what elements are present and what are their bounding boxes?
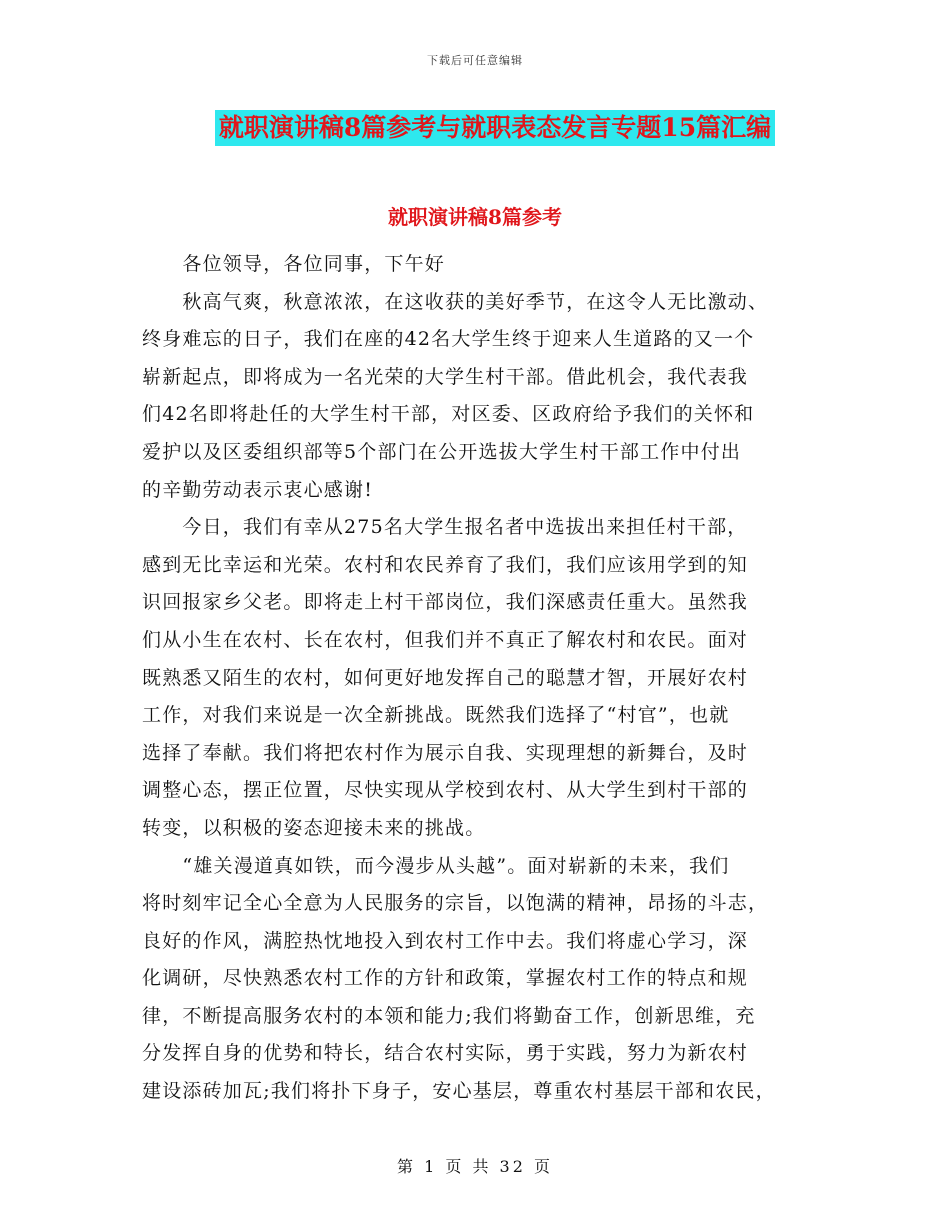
body-line: 化调研，尽快熟悉农村工作的方针和政策，掌握农村工作的特点和规 bbox=[142, 967, 749, 990]
body-line: 将时刻牢记全心全意为人民服务的宗旨，以饱满的精神，昂扬的斗志， bbox=[142, 892, 769, 915]
body-line: 感到无比幸运和光荣。农村和农民养育了我们，我们应该用学到的知 bbox=[142, 553, 749, 576]
body-text bbox=[142, 246, 812, 1111]
body-line: 今日，我们有幸从275名大学生报名者中选拔出来担任村干部， bbox=[142, 516, 748, 539]
page-header: 下载后可任意编辑 bbox=[427, 54, 523, 67]
body-line: 各位领导，各位同事，下午好 bbox=[142, 253, 446, 275]
body-line: “雄关漫道真如铁，而今漫步从头越”。面对崭新的未来，我们 bbox=[142, 854, 730, 877]
body-line: 们42名即将赴任的大学生村干部，对区委、区政府给予我们的关怀和 bbox=[142, 403, 755, 426]
body-line: 爱护以及区委组织部等5个部门在公开选拔大学生村干部工作中付出 bbox=[142, 440, 742, 463]
body-line: 律，不断提高服务农村的本领和能力;我们将勤奋工作，创新思维，充 bbox=[142, 1004, 756, 1027]
body-line: 们从小生在农村、长在农村，但我们并不真正了解农村和农民。面对 bbox=[142, 628, 749, 651]
body-line: 终身难忘的日子，我们在座的42名大学生终于迎来人生道路的又一个 bbox=[142, 328, 755, 351]
body-line: 良好的作风，满腔热忱地投入到农村工作中去。我们将虚心学习，深 bbox=[142, 929, 749, 952]
body-line: 分发挥自身的优势和特长，结合农村实际，勇于实践，努力为新农村 bbox=[142, 1042, 749, 1065]
body-line: 识回报家乡父老。即将走上村干部岗位，我们深感责任重大。虽然我 bbox=[142, 591, 749, 614]
body-line: 既熟悉又陌生的农村，如何更好地发挥自己的聪慧才智，开展好农村 bbox=[142, 666, 749, 689]
body-line: 建设添砖加瓦;我们将扑下身子，安心基层，尊重农村基层干部和农民， bbox=[142, 1080, 776, 1103]
body-line: 工作，对我们来说是一次全新挑战。既然我们选择了“村官”，也就 bbox=[142, 704, 730, 727]
section-title: 就职演讲稿8篇参考 bbox=[388, 205, 562, 229]
document-title-container bbox=[0, 110, 950, 146]
body-line: 秋高气爽，秋意浓浓，在这收获的美好季节，在这令人无比激动、 bbox=[142, 290, 769, 313]
body-line: 调整心态，摆正位置，尽快实现从学校到农村、从大学生到村干部的 bbox=[142, 779, 749, 802]
body-line: 转变，以积极的姿态迎接未来的挑战。 bbox=[142, 816, 486, 839]
document-title: 就职演讲稿8篇参考与就职表态发言专题15篇汇编 bbox=[215, 110, 775, 146]
body-line: 的辛勤劳动表示衷心感谢! bbox=[142, 478, 374, 501]
page-footer: 第 1 页 共 32 页 bbox=[397, 1157, 553, 1176]
body-line: 选择了奉献。我们将把农村作为展示自我、实现理想的新舞台，及时 bbox=[142, 741, 749, 764]
body-line: 崭新起点，即将成为一名光荣的大学生村干部。借此机会，我代表我 bbox=[142, 365, 749, 388]
